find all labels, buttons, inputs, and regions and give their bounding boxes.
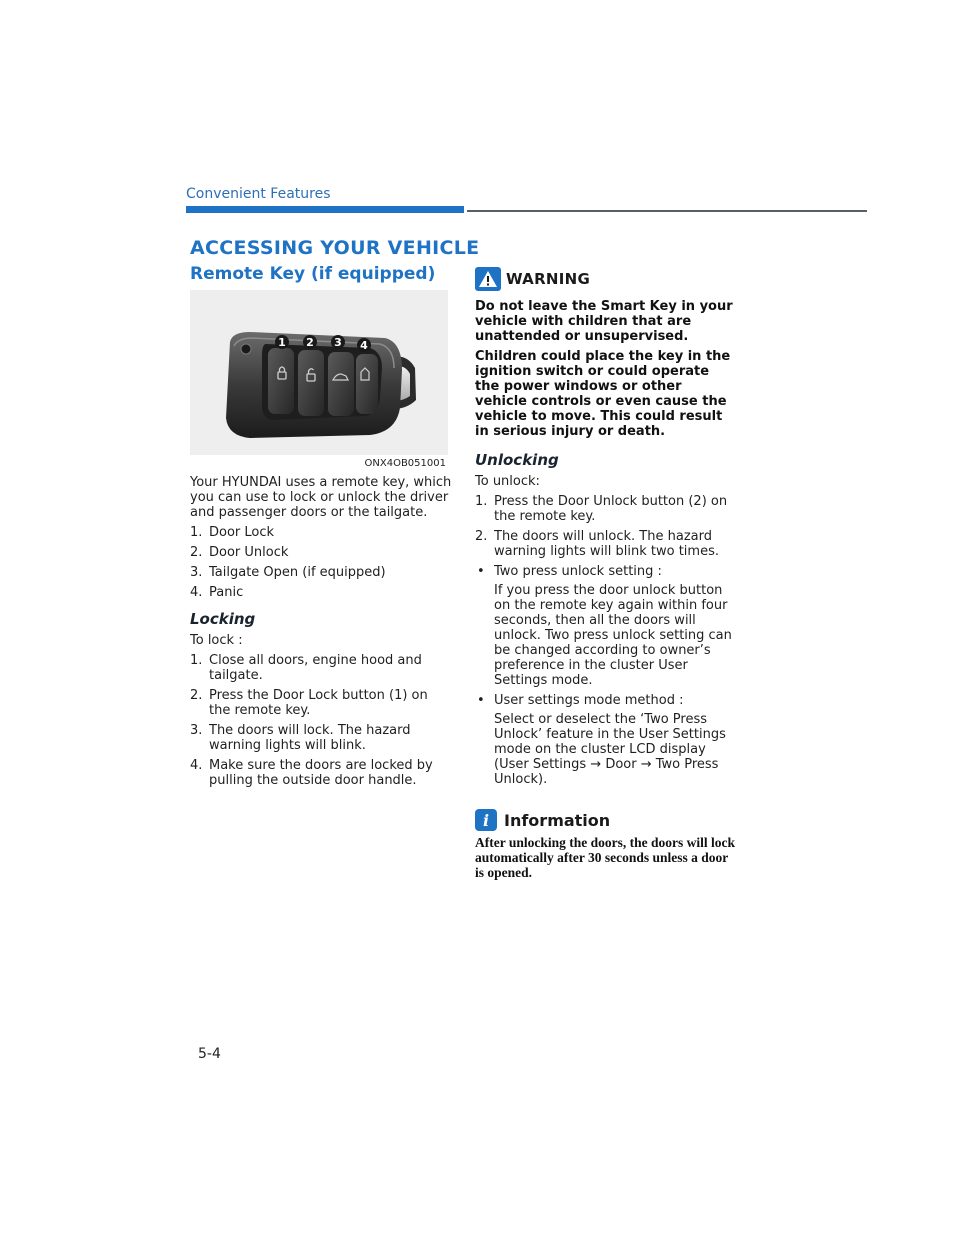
unlocking-intro: To unlock: xyxy=(475,474,540,489)
bullet-body: Select or deselect the ‘Two Press Unlock’ feature in the User Settings mode on the cluster LCD display (User Settings → Door → Two Press Unlock). xyxy=(494,712,726,787)
list-item: 1. Close all doors, engine hood and tailgate. xyxy=(190,653,422,683)
locking-intro: To lock : xyxy=(190,633,243,648)
remote-key-illustration xyxy=(190,290,448,455)
info-icon: i xyxy=(475,809,497,831)
page-number: 5-4 xyxy=(198,1046,221,1062)
callout-1: 1 xyxy=(278,336,286,349)
bullet-item: • User settings mode method : xyxy=(477,693,684,708)
information-text: After unlocking the doors, the doors will lock automatically after 30 seconds unless a door is opened. xyxy=(475,835,736,880)
sub-title: Remote Key (if equipped) xyxy=(190,264,436,284)
header-bar xyxy=(186,206,464,213)
list-item: 1. Press the Door Unlock button (2) on the remote key. xyxy=(475,494,728,524)
door-lock-button xyxy=(268,348,294,414)
tailgate-button xyxy=(328,352,354,416)
list-item: 2. Press the Door Lock button (1) on the remote key. xyxy=(190,688,428,718)
figure-caption: ONX4OB051001 xyxy=(364,458,446,469)
locking-heading: Locking xyxy=(190,610,256,628)
warning-header xyxy=(475,267,737,291)
list-item: 3. Tailgate Open (if equipped) xyxy=(190,565,386,580)
warning-label: WARNING xyxy=(506,269,591,288)
information-header xyxy=(475,809,737,831)
list-item: 1. Door Lock xyxy=(190,525,275,540)
warning-text: Children could place the key in the ignition switch or could operate the power windows or other vehicle controls or even cause the vehicle to move. This could result in serious injury or death. xyxy=(475,349,731,439)
header-rule xyxy=(467,210,867,212)
right-column xyxy=(475,267,737,885)
list-item: 2. The doors will unlock. The hazard warning lights will blink two times. xyxy=(475,529,719,559)
list-item: 4. Make sure the doors are locked by pulling the outside door handle. xyxy=(190,758,433,788)
list-item: 3. The doors will lock. The hazard warning lights will blink. xyxy=(190,723,411,753)
list-item: 2. Door Unlock xyxy=(190,545,289,560)
warning-text: Do not leave the Smart Key in your vehicle with children that are unattended or unsupervised. xyxy=(475,299,733,344)
callout-4: 4 xyxy=(360,339,368,352)
bullet-body: If you press the door unlock button on the remote key again within four seconds, then all the doors will unlock. Two press unlock setting can be changed according to owner’s preference in the cluster User Settings mode. xyxy=(494,583,732,688)
list-item: 4. Panic xyxy=(190,585,244,600)
section-title: ACCESSING YOUR VEHICLE xyxy=(190,237,480,259)
panic-button xyxy=(356,354,378,414)
information-label: Information xyxy=(504,810,611,830)
bullet-item: • Two press unlock setting : xyxy=(477,564,662,579)
intro-paragraph: Your HYUNDAI uses a remote key, which you can use to lock or unlock the driver and passenger doors or the tailgate. xyxy=(190,475,452,520)
warning-icon xyxy=(475,267,501,291)
left-column xyxy=(190,475,452,793)
remote-key-figure xyxy=(190,290,448,455)
callout-3: 3 xyxy=(334,336,342,349)
unlocking-heading: Unlocking xyxy=(475,451,559,469)
door-unlock-button xyxy=(298,350,324,416)
callout-2: 2 xyxy=(306,336,314,349)
chapter-title: Convenient Features xyxy=(186,186,331,202)
